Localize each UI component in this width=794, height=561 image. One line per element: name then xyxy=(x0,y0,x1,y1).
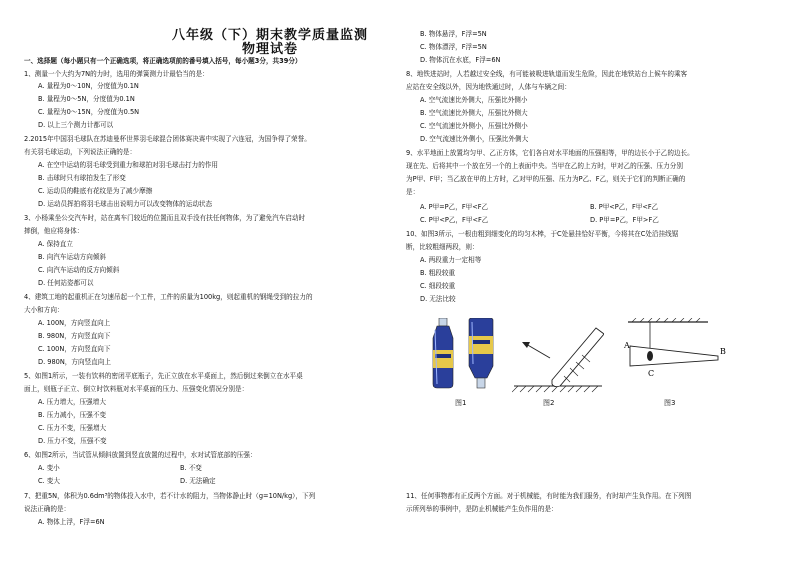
q10-option-c: C. 细段较重 xyxy=(420,282,456,290)
q1-option-b: B. 量程为0～5N，分度值为0.1N xyxy=(38,95,135,103)
figure-1-caption: 图1 xyxy=(455,399,467,407)
q11-stem-2: 示所列举的事例中，是防止机械能产生负作用的是： xyxy=(406,505,558,513)
q1-option-a: A. 量程为0～10N，分度值为0.1N xyxy=(38,82,139,90)
q2-stem-2: 有关羽毛球运动，下列说法正确的是： xyxy=(24,148,137,156)
q1-stem: 1、测量一个大约为7N的力时，选用的弹簧测力计最恰当的是： xyxy=(24,70,209,78)
q3-option-d: D. 任何站姿都可以 xyxy=(38,279,94,287)
q11-stem-1: 11、任何事物都有正反两个方面。对于机械能，有时能为我们服务，有时却产生负作用。在下列图 xyxy=(406,492,692,500)
q10-option-d: D. 无法比较 xyxy=(420,295,456,303)
inverted-bottle xyxy=(469,318,493,388)
q4-stem-1: 4、建筑工地的起重机正在匀速吊起一个工件，工件的质量为100kg，则起重机的钢绳受到的拉力的 xyxy=(24,293,313,301)
figure-3-lever xyxy=(622,318,730,390)
exam-title: 八年级（下）期末教学质量监测 xyxy=(171,28,368,43)
q8-option-a: A. 空气流速比外侧大，压强比外侧小 xyxy=(420,96,528,104)
q9-stem-3: 为P甲、F甲；当乙放在甲的上方时，乙对甲的压强、压力为P乙、F乙，则关于它们的判断正确的 xyxy=(406,175,686,183)
q4-option-a: A. 100N，方向竖直向上 xyxy=(38,319,111,327)
figure-1-bottles xyxy=(425,318,505,390)
q9-stem-4: 是： xyxy=(406,188,420,196)
q8-option-c: C. 空气流速比外侧小，压强比外侧小 xyxy=(420,122,528,130)
q7-stem-2: 说法正确的是： xyxy=(24,505,71,513)
q7-stem-1: 7、把重5N，体积为0.6dm³的物体投入水中，若不计水的阻力，当物体静止时（g=10N/kg），下列 xyxy=(24,492,316,500)
q9-option-b: B. P甲<P乙，F甲<F乙 xyxy=(590,203,659,211)
q8-option-d: D. 空气流速比外侧小，压强比外侧大 xyxy=(420,135,529,143)
q8-stem-1: 8、地铁进站时，人若越过安全线，有可能被吸进轨道而发生危险，因此在地铁站台上候车的乘客 xyxy=(406,70,688,78)
q3-option-b: B. 向汽车运动方向倾斜 xyxy=(38,253,107,261)
q9-stem-2: 现在先、后将其中一个放在另一个的上表面中央。当甲在乙的上方时，甲对乙的压强、压力分别 xyxy=(406,162,683,170)
q5-stem-2: 面上，则瓶子正立、倒立时饮料瓶对水平桌面的压力、压强变化情况分别是： xyxy=(24,385,249,393)
label-b: B xyxy=(720,347,726,356)
q7-option-b: B. 物体悬浮，F浮=5N xyxy=(420,30,487,38)
q9-option-a: A. P甲=P乙，F甲<F乙 xyxy=(420,203,489,211)
q3-stem-1: 3、小杨乘坐公交汽车时，站在离车门较近的位置而且双手没有扶任何物体，为了避免汽车启动时 xyxy=(24,214,306,222)
q7-option-c: C. 物体漂浮，F浮=5N xyxy=(420,43,487,51)
q5-option-a: A. 压力增大，压强增大 xyxy=(38,398,106,406)
q4-option-b: B. 980N，方向竖直向下 xyxy=(38,332,111,340)
q2-option-d: D. 运动员挥拍将羽毛球击出说明力可以改变物体的运动状态 xyxy=(38,200,213,208)
exam-subtitle: 物理试卷 xyxy=(241,42,298,57)
q10-stem-1: 10、如图3所示，一根由粗到细变化的均匀木棒，于C处悬挂恰好平衡，今将其在C处沿挂线锯 xyxy=(406,230,679,238)
q2-option-a: A. 在空中运动的羽毛球受到重力和球拍对羽毛球击打力的作用 xyxy=(38,161,219,169)
q5-option-d: D. 压力不变，压强不变 xyxy=(38,437,107,445)
q3-option-c: C. 向汽车运动的反方向倾斜 xyxy=(38,266,120,274)
q5-option-c: C. 压力不变，压强增大 xyxy=(38,424,107,432)
q9-option-d: D. P甲=P乙，F甲>F乙 xyxy=(590,216,659,224)
figure-2-test-tube xyxy=(512,322,604,394)
q1-option-c: C. 量程为0～15N，分度值为0.5N xyxy=(38,108,140,116)
q4-stem-2: 大小和方向： xyxy=(24,306,64,314)
q2-stem-1: 2.2015年中国羽毛球队在苏迪曼杯世界羽毛球混合团体赛决赛中实现了六连冠，为国争得了荣誉。 xyxy=(24,135,311,143)
q5-option-b: B. 压力减小，压强不变 xyxy=(38,411,107,419)
label-a: A xyxy=(624,341,630,350)
label-c: C xyxy=(648,369,655,378)
q9-stem-1: 9、水平地面上放置均匀甲、乙正方体，它们各自对水平地面的压强相等，甲的边长小于乙的边长。 xyxy=(406,149,694,157)
q3-option-a: A. 保持直立 xyxy=(38,240,73,248)
q4-option-d: D. 980N，方向竖直向上 xyxy=(38,358,111,366)
section-heading: 一、选择题（每小题只有一个正确选项，将正确选项前的番号填入括号，每小题3分，共39分） xyxy=(24,57,302,65)
q8-option-b: B. 空气流速比外侧大，压强比外侧大 xyxy=(420,109,528,117)
figure-3-caption: 图3 xyxy=(664,399,676,407)
q6-option-c: C. 变大 xyxy=(38,477,60,485)
q6-option-d: D. 无法确定 xyxy=(180,477,216,485)
q2-option-c: C. 运动员的鞋底有花纹是为了减少摩擦 xyxy=(38,187,153,195)
q10-option-a: A. 两段重力一定相等 xyxy=(420,256,482,264)
q9-option-c: C. P甲<P乙，F甲<F乙 xyxy=(420,216,489,224)
q8-stem-2: 应站在安全线以外，因为地铁通过时，人体与车辆之间： xyxy=(406,83,571,91)
q7-option-a: A. 物体上浮，F浮=6N xyxy=(38,518,105,526)
q7-option-d: D. 物体沉在水底，F浮=6N xyxy=(420,56,501,64)
q3-stem-2: 摔倒，他应将身体： xyxy=(24,227,84,235)
q6-stem: 6、如图2所示，当试管从倾斜放置到竖直放置的过程中，水对试管底部的压强： xyxy=(24,451,257,459)
q10-stem-2: 断，比较粗细两段，则： xyxy=(406,243,479,251)
q5-stem-1: 5、如图1所示，一装有饮料的密闭平底瓶子，先正立放在水平桌面上，然后倒过来倒立在水平桌 xyxy=(24,372,303,380)
q6-option-b: B. 不变 xyxy=(180,464,202,472)
q4-option-c: C. 100N，方向竖直向下 xyxy=(38,345,111,353)
upright-bottle xyxy=(433,318,453,388)
q1-option-d: D. 以上三个测力计都可以 xyxy=(38,121,114,129)
q10-option-b: B. 粗段较重 xyxy=(420,269,456,277)
q2-option-b: B. 击球时只有球拍发生了形变 xyxy=(38,174,126,182)
figure-2-caption: 图2 xyxy=(543,399,555,407)
q6-option-a: A. 变小 xyxy=(38,464,60,472)
